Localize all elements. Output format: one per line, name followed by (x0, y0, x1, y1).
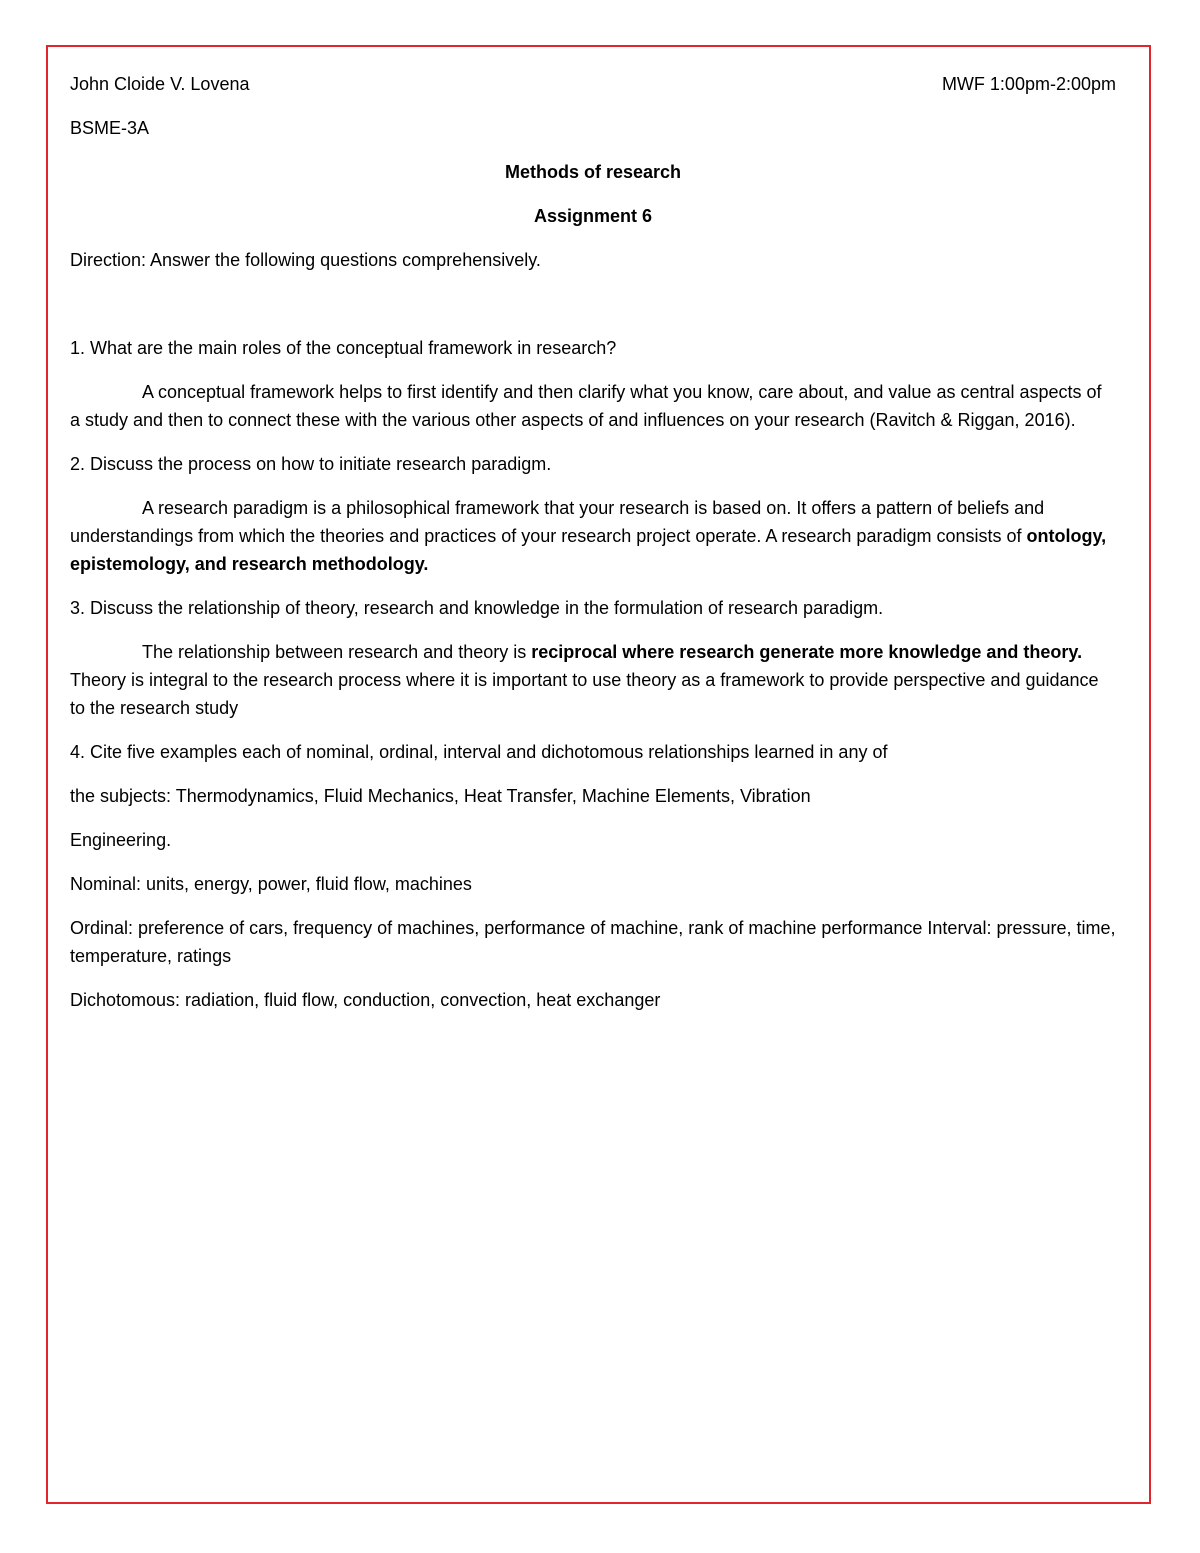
answer-2 (70, 494, 1116, 578)
answer-3-bold: reciprocal where research generate more knowledge and theory. (531, 642, 1083, 662)
nominal-examples: Nominal: units, energy, power, fluid flow, machines (70, 874, 472, 894)
answer-3 (70, 638, 1116, 722)
answer-3-tail: Theory is integral to the research process where it is important to use theory as a framework to provide perspective and guidance to the research study (70, 670, 1099, 718)
question-2: 2. Discuss the process on how to initiate research paradigm. (70, 454, 552, 474)
section: BSME-3A (70, 118, 150, 138)
document-body (70, 70, 1116, 1030)
question-4-line-3: Engineering. (70, 830, 172, 850)
answer-2-bold: ontology, epistemology, and research methodology. (70, 526, 1107, 574)
student-name: John Cloide V. Lovena (70, 74, 250, 94)
answer-1: A conceptual framework helps to first identify and then clarify what you know, care about, and value as central aspects of a study and then to connect these with the various other aspects of and influences on your research (Ravitch & Riggan, 2016). (70, 382, 1102, 430)
course-title: Methods of research (504, 162, 682, 182)
dichotomous-examples: Dichotomous: radiation, fluid flow, conduction, convection, heat exchanger (70, 990, 661, 1010)
question-1: 1. What are the main roles of the conceptual framework in research? (70, 338, 617, 358)
question-4-line-2: the subjects: Thermodynamics, Fluid Mechanics, Heat Transfer, Machine Elements, Vibration (70, 786, 811, 806)
assignment-title: Assignment 6 (533, 206, 653, 226)
header-row (70, 70, 1116, 98)
spacer (70, 290, 1116, 334)
class-schedule: MWF 1:00pm-2:00pm (941, 74, 1116, 94)
answer-3-text: The relationship between research and theory is (142, 642, 532, 662)
answer-2-text: A research paradigm is a philosophical framework that your research is based on. It offers a pattern of beliefs and understandings from which the theories and practices of your research project operate. A research paradigm consists of (70, 498, 1045, 546)
question-4-line-1: 4. Cite five examples each of nominal, ordinal, interval and dichotomous relationships learned in any of (70, 742, 888, 762)
ordinal-interval-examples: Ordinal: preference of cars, frequency of machines, performance of machine, rank of machine performance Interval: pressure, time, temperature, ratings (70, 918, 1116, 966)
direction: Direction: Answer the following questions comprehensively. (70, 250, 541, 270)
question-3: 3. Discuss the relationship of theory, research and knowledge in the formulation of research paradigm. (70, 598, 884, 618)
